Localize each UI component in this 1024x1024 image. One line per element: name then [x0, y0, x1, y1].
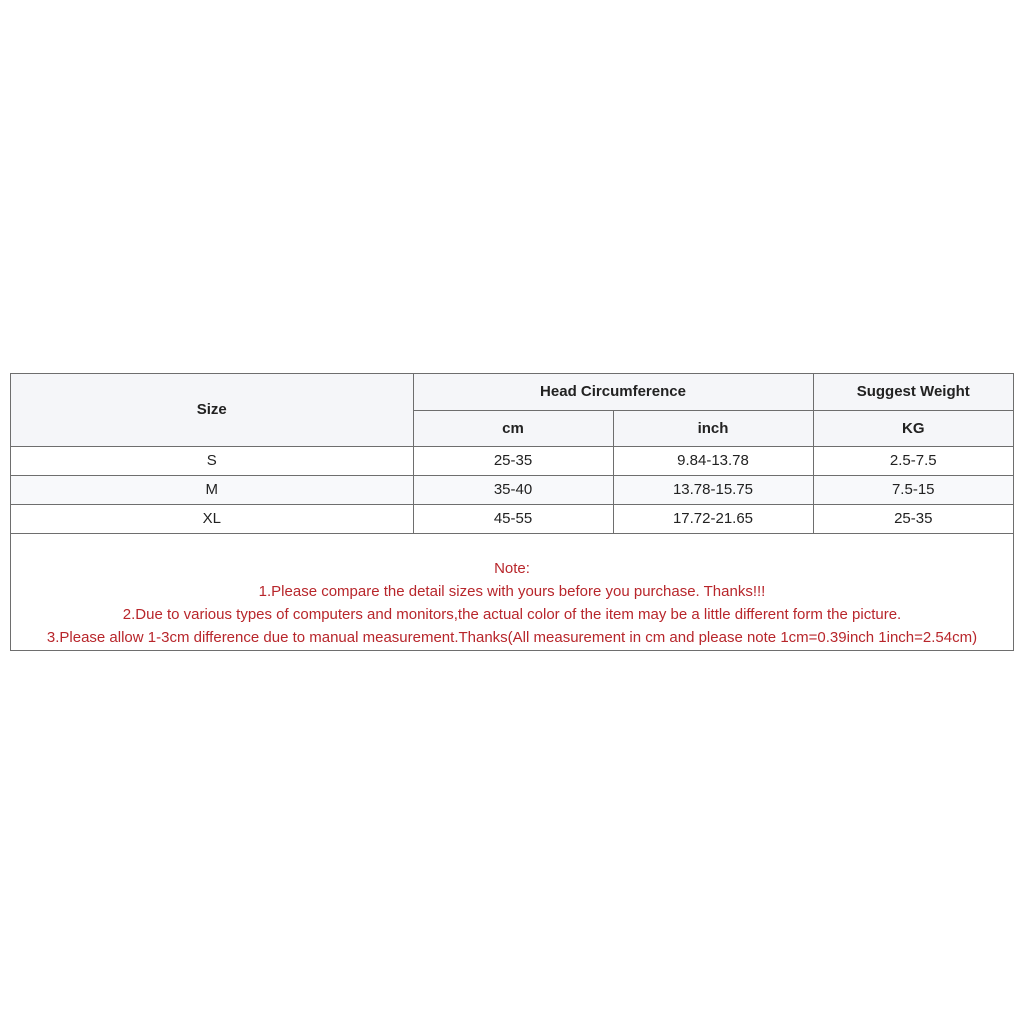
cm-cell: 45-55 — [413, 504, 613, 533]
inch-header: inch — [613, 410, 813, 446]
table-row — [11, 475, 1013, 504]
kg-cell: 25-35 — [813, 504, 1013, 533]
kg-cell: 2.5-7.5 — [813, 446, 1013, 475]
size-header: Size — [11, 374, 413, 446]
note-line: 1.Please compare the detail sizes with yours before you purchase. Thanks!!! — [258, 582, 766, 600]
cm-cell: 25-35 — [413, 446, 613, 475]
head-circumference-header: Head Circumference — [413, 374, 813, 410]
suggest-weight-header: Suggest Weight — [813, 374, 1013, 410]
note-line: 2.Due to various types of computers and monitors,the actual color of the item may be a little different form the picture. — [122, 605, 902, 623]
inch-cell: 9.84-13.78 — [613, 446, 813, 475]
note-title: Note: — [494, 559, 530, 577]
cm-header: cm — [413, 410, 613, 446]
notes-section — [11, 534, 1013, 649]
table-row — [11, 446, 1013, 475]
size-chart — [10, 373, 1014, 651]
inch-cell: 13.78-15.75 — [613, 475, 813, 504]
size-cell: M — [11, 475, 413, 504]
table-row — [11, 504, 1013, 533]
inch-cell: 17.72-21.65 — [613, 504, 813, 533]
size-cell: XL — [11, 504, 413, 533]
size-cell: S — [11, 446, 413, 475]
cm-cell: 35-40 — [413, 475, 613, 504]
header-row-top — [11, 374, 1013, 410]
size-table — [11, 374, 1013, 534]
note-line: 3.Please allow 1-3cm difference due to manual measurement.Thanks(All measurement in cm and please note 1cm=0.39inch 1inch=2.54cm) — [46, 628, 978, 646]
kg-header: KG — [813, 410, 1013, 446]
kg-cell: 7.5-15 — [813, 475, 1013, 504]
